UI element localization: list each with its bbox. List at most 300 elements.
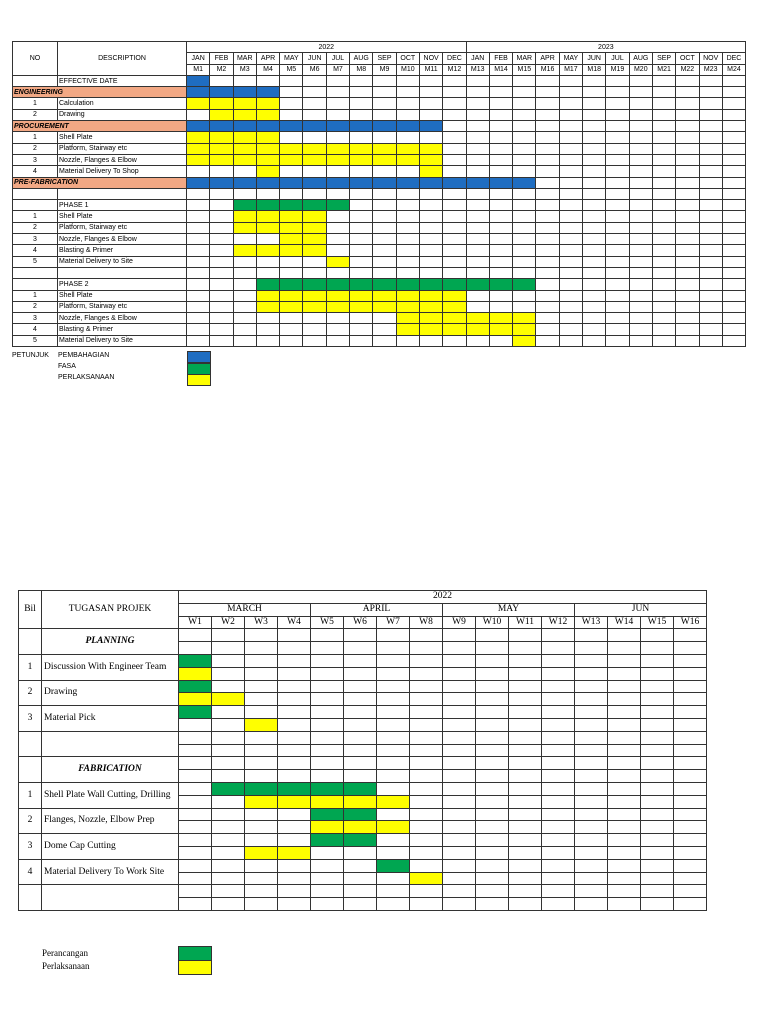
gantt-cell bbox=[676, 313, 699, 324]
gantt-cell bbox=[559, 290, 582, 301]
gantt-cell bbox=[443, 222, 466, 233]
gantt-cell bbox=[233, 166, 256, 177]
gantt-bar-cell bbox=[280, 177, 303, 188]
gantt-cell bbox=[536, 121, 559, 132]
gantt-bar-cell bbox=[210, 87, 233, 98]
gantt-cell bbox=[608, 872, 641, 885]
gantt-cell bbox=[699, 335, 722, 346]
gantt-cell bbox=[476, 654, 509, 667]
gantt-bar-cell bbox=[396, 301, 419, 312]
gantt-cell bbox=[245, 654, 278, 667]
row-description: Blasting & Primer bbox=[58, 245, 187, 256]
gantt-cell bbox=[489, 211, 512, 222]
gantt-cell bbox=[676, 267, 699, 278]
gantt-cell bbox=[629, 87, 652, 98]
gantt-cell bbox=[536, 313, 559, 324]
gantt-cell bbox=[350, 234, 373, 245]
gantt-bar-cell bbox=[443, 290, 466, 301]
gantt-cell bbox=[575, 859, 608, 872]
gantt-bar-cell bbox=[466, 177, 489, 188]
gantt-cell bbox=[722, 267, 745, 278]
gantt-cell bbox=[278, 808, 311, 821]
gantt-cell bbox=[373, 98, 396, 109]
task-plan-row bbox=[19, 808, 707, 821]
gantt-cell bbox=[377, 885, 410, 898]
gantt-cell bbox=[608, 859, 641, 872]
gantt-cell bbox=[542, 680, 575, 693]
gantt-cell bbox=[583, 98, 606, 109]
gantt-bar-cell bbox=[513, 279, 536, 290]
gantt-cell bbox=[212, 859, 245, 872]
gantt-cell bbox=[233, 313, 256, 324]
week-header: W3 bbox=[245, 616, 278, 629]
gantt-cell bbox=[377, 706, 410, 719]
table-row bbox=[13, 143, 746, 154]
gantt-cell bbox=[443, 898, 476, 911]
gantt-cell bbox=[676, 234, 699, 245]
gantt-cell bbox=[179, 744, 212, 757]
gantt-cell bbox=[311, 872, 344, 885]
table-row bbox=[13, 279, 746, 290]
gantt-cell bbox=[419, 200, 442, 211]
gantt-cell bbox=[699, 234, 722, 245]
gantt-cell bbox=[278, 872, 311, 885]
gantt-bar-cell bbox=[466, 324, 489, 335]
month-header: JAN bbox=[187, 53, 210, 64]
gantt-cell bbox=[513, 188, 536, 199]
gantt-bar-cell bbox=[280, 290, 303, 301]
table-row bbox=[13, 256, 746, 267]
gantt-bar-cell bbox=[303, 143, 326, 154]
gantt-cell bbox=[676, 222, 699, 233]
gantt-bar-cell bbox=[187, 121, 210, 132]
gantt-cell bbox=[245, 872, 278, 885]
month-code: M16 bbox=[536, 64, 559, 75]
table-row bbox=[13, 109, 746, 120]
gantt-cell bbox=[652, 234, 675, 245]
gantt-cell bbox=[311, 898, 344, 911]
table-row bbox=[13, 290, 746, 301]
gantt-cell bbox=[674, 782, 707, 795]
row-number bbox=[13, 200, 58, 211]
gantt-bar-cell bbox=[233, 222, 256, 233]
row-description: PHASE 1 bbox=[58, 200, 187, 211]
gantt-cell bbox=[575, 808, 608, 821]
gantt-cell bbox=[674, 667, 707, 680]
gantt-bar-cell bbox=[443, 324, 466, 335]
gantt-cell bbox=[542, 834, 575, 847]
gantt-bar-cell bbox=[419, 177, 442, 188]
gantt-bar-cell bbox=[419, 324, 442, 335]
gantt-cell bbox=[278, 706, 311, 719]
gantt-cell bbox=[326, 188, 349, 199]
exec-bar-cell bbox=[278, 846, 311, 859]
month-header: AUG bbox=[350, 53, 373, 64]
gantt-cell bbox=[489, 234, 512, 245]
gantt-cell bbox=[559, 132, 582, 143]
gantt-cell bbox=[344, 757, 377, 770]
table-row bbox=[13, 324, 746, 335]
gantt-cell bbox=[674, 642, 707, 655]
gantt-cell bbox=[280, 132, 303, 143]
month-header: MAR bbox=[513, 53, 536, 64]
gantt-cell bbox=[509, 680, 542, 693]
gantt-cell bbox=[722, 143, 745, 154]
gantt-cell bbox=[210, 245, 233, 256]
gantt-cell bbox=[443, 211, 466, 222]
gantt-cell bbox=[652, 324, 675, 335]
gantt-cell bbox=[606, 87, 629, 98]
gantt-bar-cell bbox=[256, 154, 279, 165]
gantt-cell bbox=[583, 132, 606, 143]
gantt-cell bbox=[233, 75, 256, 86]
gantt-cell bbox=[326, 222, 349, 233]
month-code: M3 bbox=[233, 64, 256, 75]
gantt-cell bbox=[699, 109, 722, 120]
no-header: NO bbox=[13, 42, 58, 76]
gantt-cell bbox=[629, 324, 652, 335]
week-header: W8 bbox=[410, 616, 443, 629]
gantt-cell bbox=[373, 109, 396, 120]
gantt-bar-cell bbox=[443, 177, 466, 188]
month-code: M8 bbox=[350, 64, 373, 75]
plan-bar-cell bbox=[179, 680, 212, 693]
gantt-cell bbox=[303, 75, 326, 86]
row-number bbox=[13, 75, 58, 86]
table-row bbox=[13, 301, 746, 312]
gantt-cell bbox=[575, 834, 608, 847]
row-number: 3 bbox=[13, 313, 58, 324]
gantt-cell bbox=[179, 834, 212, 847]
row-description: Material Delivery to Site bbox=[58, 256, 187, 267]
month-code: M1 bbox=[187, 64, 210, 75]
gantt-bar-cell bbox=[233, 143, 256, 154]
gantt-cell bbox=[210, 75, 233, 86]
gantt-cell bbox=[443, 821, 476, 834]
exec-bar-cell bbox=[179, 667, 212, 680]
month-code: M19 bbox=[606, 64, 629, 75]
gantt-cell bbox=[344, 693, 377, 706]
gantt-cell bbox=[233, 279, 256, 290]
gantt-cell bbox=[559, 109, 582, 120]
task-plan-row bbox=[19, 859, 707, 872]
gantt-cell bbox=[699, 279, 722, 290]
gantt-cell bbox=[489, 154, 512, 165]
gantt-cell bbox=[311, 706, 344, 719]
gantt-bar-cell bbox=[373, 154, 396, 165]
table-row bbox=[13, 98, 746, 109]
gantt-cell bbox=[245, 859, 278, 872]
table-row bbox=[13, 200, 746, 211]
gantt-cell bbox=[476, 642, 509, 655]
gantt-cell bbox=[303, 109, 326, 120]
gantt-bar-cell bbox=[303, 200, 326, 211]
gantt-cell bbox=[674, 629, 707, 642]
gantt-cell bbox=[575, 680, 608, 693]
gantt-cell bbox=[489, 98, 512, 109]
gantt-cell bbox=[466, 200, 489, 211]
gantt-cell bbox=[280, 87, 303, 98]
gantt-cell bbox=[278, 859, 311, 872]
gantt-cell bbox=[674, 718, 707, 731]
gantt-cell bbox=[410, 693, 443, 706]
gantt-cell bbox=[575, 795, 608, 808]
section-row bbox=[19, 629, 707, 642]
gantt-cell bbox=[212, 654, 245, 667]
gantt-cell bbox=[443, 98, 466, 109]
gantt-cell bbox=[674, 757, 707, 770]
gantt-cell bbox=[608, 770, 641, 783]
gantt-bar-cell bbox=[256, 109, 279, 120]
gantt-cell bbox=[410, 757, 443, 770]
gantt-cell bbox=[575, 744, 608, 757]
gantt-cell bbox=[179, 859, 212, 872]
gantt-cell bbox=[373, 245, 396, 256]
month-header: OCT bbox=[396, 53, 419, 64]
gantt-cell bbox=[280, 98, 303, 109]
gantt-cell bbox=[443, 245, 466, 256]
gantt-cell bbox=[326, 166, 349, 177]
gantt-cell bbox=[699, 324, 722, 335]
plan-bar-cell bbox=[179, 706, 212, 719]
year-header: 2022 bbox=[179, 591, 707, 604]
gantt-cell bbox=[559, 75, 582, 86]
gantt-cell bbox=[245, 706, 278, 719]
table-row bbox=[13, 75, 746, 86]
gantt-cell bbox=[311, 629, 344, 642]
gantt-cell bbox=[326, 211, 349, 222]
gantt-cell bbox=[583, 75, 606, 86]
gantt-cell bbox=[476, 667, 509, 680]
gantt-cell bbox=[476, 770, 509, 783]
gantt-cell bbox=[583, 290, 606, 301]
gantt-cell bbox=[410, 629, 443, 642]
gantt-cell bbox=[575, 782, 608, 795]
gantt-cell bbox=[280, 324, 303, 335]
gantt-cell bbox=[608, 744, 641, 757]
gantt-bar-cell bbox=[326, 256, 349, 267]
gantt-bar-cell bbox=[256, 121, 279, 132]
gantt-cell bbox=[443, 143, 466, 154]
gantt-cell bbox=[542, 629, 575, 642]
row-number: 2 bbox=[13, 222, 58, 233]
gantt-cell bbox=[256, 324, 279, 335]
gantt-bar-cell bbox=[256, 177, 279, 188]
row-task: Flanges, Nozzle, Elbow Prep bbox=[42, 808, 179, 834]
gantt-cell bbox=[466, 98, 489, 109]
gantt-cell bbox=[410, 667, 443, 680]
gantt-bar-cell bbox=[373, 121, 396, 132]
gantt-cell bbox=[212, 744, 245, 757]
gantt-cell bbox=[652, 313, 675, 324]
gantt-cell bbox=[443, 795, 476, 808]
gantt-cell bbox=[419, 245, 442, 256]
gantt-cell bbox=[396, 245, 419, 256]
gantt-cell bbox=[674, 821, 707, 834]
gantt-cell bbox=[344, 706, 377, 719]
gantt-cell bbox=[509, 654, 542, 667]
row-number: 4 bbox=[13, 324, 58, 335]
row-description: Material Delivery to Site bbox=[58, 335, 187, 346]
gantt-cell bbox=[699, 143, 722, 154]
gantt-cell bbox=[210, 188, 233, 199]
gantt-bar-cell bbox=[513, 335, 536, 346]
gantt-cell bbox=[410, 642, 443, 655]
month-header: DEC bbox=[722, 53, 745, 64]
gantt-cell bbox=[676, 279, 699, 290]
month-code: M12 bbox=[443, 64, 466, 75]
section-row bbox=[13, 177, 746, 188]
gantt-cell bbox=[212, 808, 245, 821]
month-header: JUL bbox=[326, 53, 349, 64]
row-number: 2 bbox=[13, 109, 58, 120]
gantt-cell bbox=[210, 211, 233, 222]
gantt-cell bbox=[476, 680, 509, 693]
exec-bar-cell bbox=[311, 821, 344, 834]
gantt-cell bbox=[443, 267, 466, 278]
gantt-cell bbox=[210, 324, 233, 335]
gantt-cell bbox=[559, 87, 582, 98]
gantt-cell bbox=[476, 821, 509, 834]
gantt-bar-cell bbox=[210, 132, 233, 143]
gantt-cell bbox=[278, 770, 311, 783]
row-task bbox=[42, 731, 179, 757]
gantt-cell bbox=[559, 245, 582, 256]
gantt-cell bbox=[513, 87, 536, 98]
row-number bbox=[19, 629, 42, 655]
gantt-cell bbox=[245, 693, 278, 706]
gantt-cell bbox=[489, 143, 512, 154]
week-header: W11 bbox=[509, 616, 542, 629]
gantt-cell bbox=[344, 744, 377, 757]
gantt-cell bbox=[536, 324, 559, 335]
gantt-cell bbox=[722, 75, 745, 86]
table-row bbox=[13, 222, 746, 233]
gantt-cell bbox=[256, 313, 279, 324]
gantt-bar-cell bbox=[256, 290, 279, 301]
gantt-cell bbox=[559, 177, 582, 188]
exec-bar-cell bbox=[245, 795, 278, 808]
gantt-cell bbox=[476, 629, 509, 642]
gantt-cell bbox=[443, 642, 476, 655]
gantt-cell bbox=[278, 693, 311, 706]
gantt-cell bbox=[606, 121, 629, 132]
section-row bbox=[13, 87, 746, 98]
task-plan-row bbox=[19, 654, 707, 667]
gantt-bar-cell bbox=[326, 290, 349, 301]
gantt-cell bbox=[476, 859, 509, 872]
gantt-cell bbox=[476, 872, 509, 885]
month-header: SEP bbox=[373, 53, 396, 64]
gantt-cell bbox=[652, 256, 675, 267]
gantt-cell bbox=[396, 75, 419, 86]
gantt-cell bbox=[652, 222, 675, 233]
gantt-cell bbox=[559, 324, 582, 335]
gantt-cell bbox=[443, 121, 466, 132]
gantt-cell bbox=[466, 121, 489, 132]
plan-bar-cell bbox=[245, 782, 278, 795]
gantt-cell bbox=[443, 706, 476, 719]
month-header: OCT bbox=[676, 53, 699, 64]
gantt-cell bbox=[509, 821, 542, 834]
month-code: M13 bbox=[466, 64, 489, 75]
gantt-cell bbox=[212, 680, 245, 693]
gantt-cell bbox=[245, 629, 278, 642]
gantt-cell bbox=[350, 324, 373, 335]
gantt-cell bbox=[303, 267, 326, 278]
month-code: M15 bbox=[513, 64, 536, 75]
row-description: Nozzle, Flanges & Elbow bbox=[58, 313, 187, 324]
section-row bbox=[19, 757, 707, 770]
gantt-cell bbox=[179, 629, 212, 642]
gantt-cell bbox=[419, 256, 442, 267]
gantt-cell bbox=[179, 898, 212, 911]
gantt-cell bbox=[396, 211, 419, 222]
gantt-cell bbox=[559, 335, 582, 346]
gantt-cell bbox=[629, 245, 652, 256]
month-header: MAY bbox=[559, 53, 582, 64]
exec-bar-cell bbox=[344, 821, 377, 834]
gantt-cell bbox=[466, 132, 489, 143]
gantt-cell bbox=[583, 222, 606, 233]
gantt-cell bbox=[536, 267, 559, 278]
gantt-bar-cell bbox=[256, 87, 279, 98]
legend-swatch-perlaksanaan bbox=[178, 960, 212, 975]
exec-bar-cell bbox=[212, 693, 245, 706]
gantt-cell bbox=[476, 731, 509, 744]
gantt-bar-cell bbox=[233, 154, 256, 165]
gantt-cell bbox=[466, 109, 489, 120]
gantt-cell bbox=[676, 290, 699, 301]
gantt-cell bbox=[311, 885, 344, 898]
plan-bar-cell bbox=[344, 808, 377, 821]
row-description: Blasting & Primer bbox=[58, 324, 187, 335]
gantt-cell bbox=[344, 629, 377, 642]
gantt-cell bbox=[326, 267, 349, 278]
gantt-bar-cell bbox=[256, 301, 279, 312]
gantt-cell bbox=[344, 654, 377, 667]
gantt-cell bbox=[245, 808, 278, 821]
gantt-cell bbox=[608, 667, 641, 680]
gantt-cell bbox=[350, 222, 373, 233]
gantt-cell bbox=[344, 642, 377, 655]
gantt-cell bbox=[509, 782, 542, 795]
gantt-cell bbox=[210, 279, 233, 290]
gantt-cell bbox=[559, 121, 582, 132]
gantt-cell bbox=[326, 245, 349, 256]
gantt-cell bbox=[652, 279, 675, 290]
gantt-cell bbox=[210, 256, 233, 267]
gantt-cell bbox=[536, 177, 559, 188]
gantt-cell bbox=[606, 132, 629, 143]
gantt-cell bbox=[641, 629, 674, 642]
gantt-cell bbox=[542, 795, 575, 808]
gantt-cell bbox=[466, 267, 489, 278]
gantt-cell bbox=[373, 132, 396, 143]
gantt-cell bbox=[396, 267, 419, 278]
gantt-cell bbox=[476, 898, 509, 911]
gantt-cell bbox=[410, 795, 443, 808]
gantt-cell bbox=[233, 256, 256, 267]
gantt-cell bbox=[210, 200, 233, 211]
gantt-bar-cell bbox=[280, 200, 303, 211]
gantt-cell bbox=[699, 188, 722, 199]
gantt-cell bbox=[676, 132, 699, 143]
gantt-cell bbox=[575, 757, 608, 770]
gantt-cell bbox=[608, 795, 641, 808]
gantt-bar-cell bbox=[233, 177, 256, 188]
gantt-bar-cell bbox=[280, 279, 303, 290]
